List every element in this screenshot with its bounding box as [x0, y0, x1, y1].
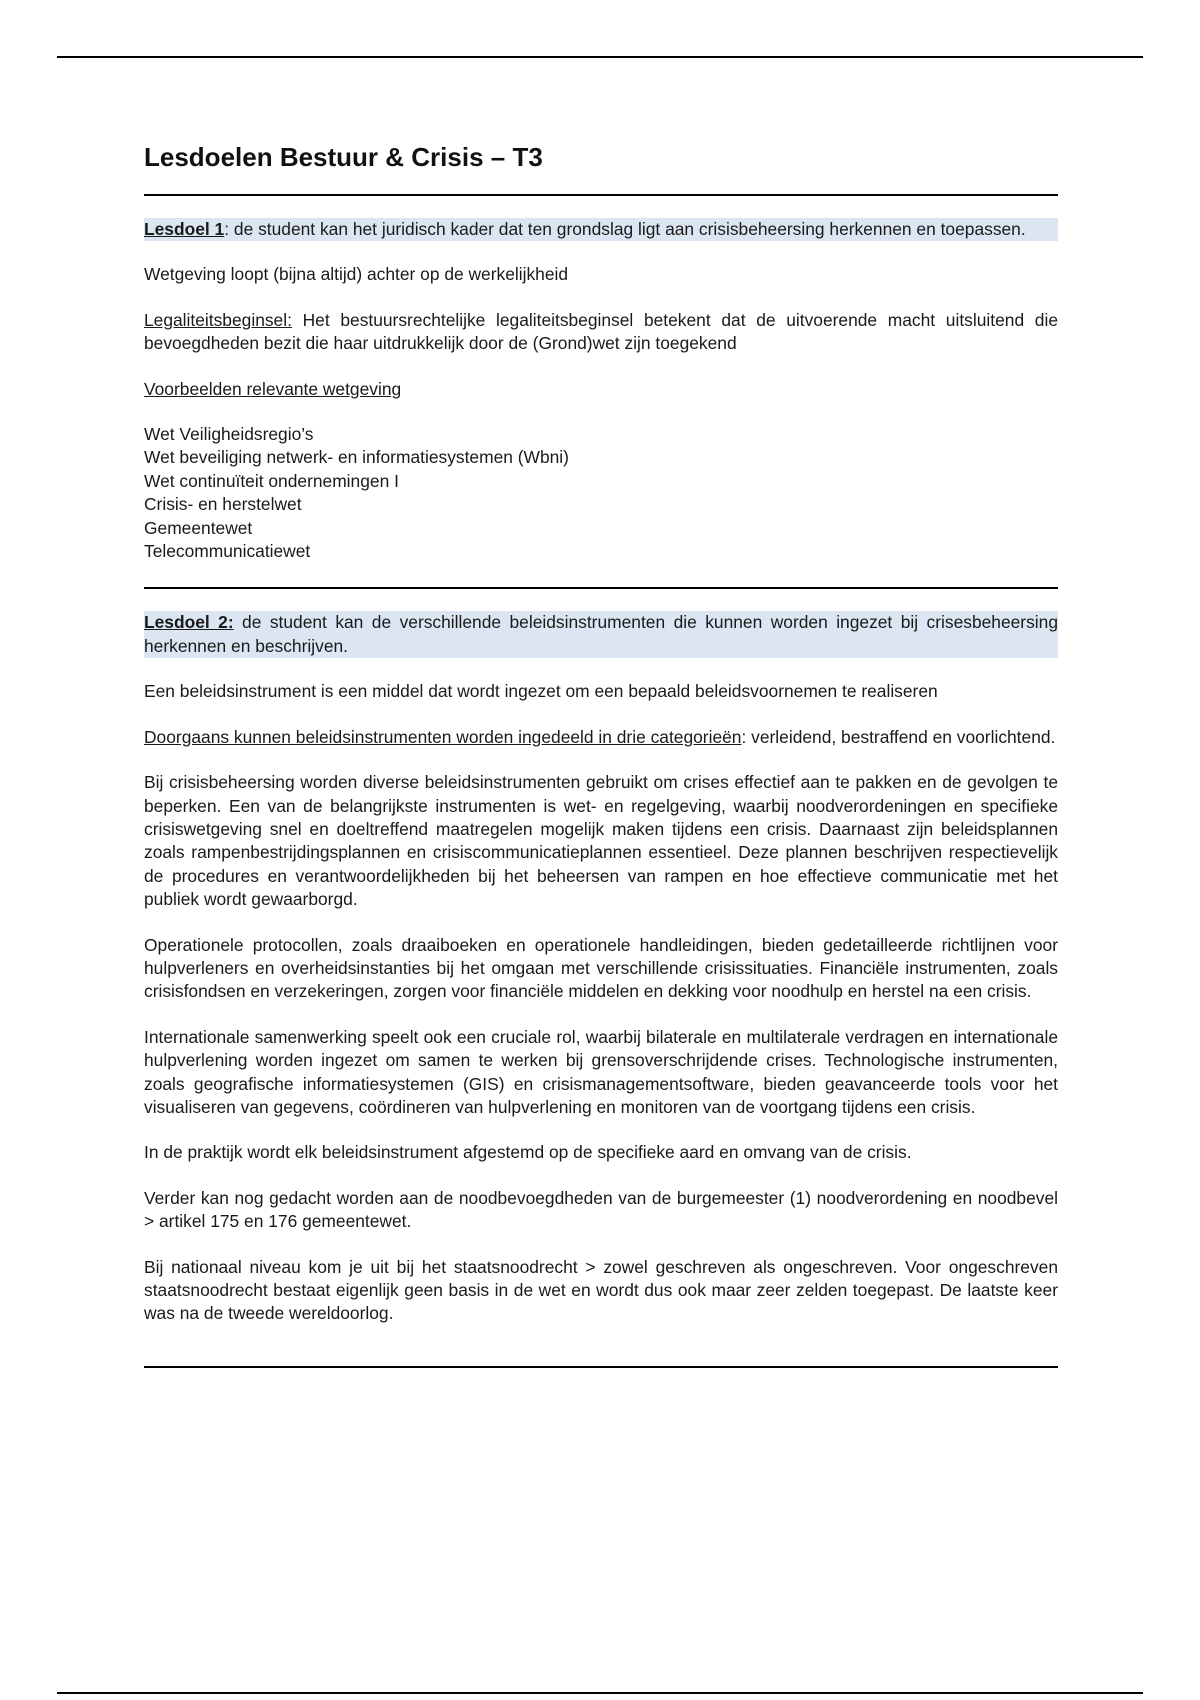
paragraph: In de praktijk wordt elk beleidsinstrument afgestemd op de specifieke aard en omvang van de crisis. — [144, 1142, 912, 1163]
learning-goal-1-text: : de student kan het juridisch kader dat ten grondslag ligt aan crisisbeheersing herkennen en toepassen. — [224, 219, 1026, 239]
learning-goal-1-label: Lesdoel 1 — [144, 219, 225, 239]
law-list-item: Wet beveiliging netwerk- en informatiesystemen (Wbni) — [144, 447, 569, 468]
page-top-rule — [57, 56, 1143, 58]
paragraph: Operationele protocollen, zoals draaiboeken en operationele handleidingen, bieden gedetailleerde richtlijnen voor hulpverleners en overheidsinstanties bij het omgaan met verschillende crisissituaties. Financiële instrumenten, zoals crisisfondsen en verzekeringen, zorgen voor financiële middelen en dekking voor noodhulp en herstel na een crisis. — [144, 934, 1058, 1002]
legality-principle-label: Legaliteitsbeginsel: — [144, 309, 292, 330]
section-divider — [144, 1366, 1058, 1368]
learning-goal-2-label: Lesdoel 2: — [144, 612, 234, 633]
categories-text: : verleidend, bestraffend en voorlichtend. — [741, 726, 1056, 747]
law-list-item: Telecommunicatiewet — [144, 541, 311, 562]
paragraph: Een beleidsinstrument is een middel dat wordt ingezet om een bepaald beleidsvoornemen te realiseren — [144, 681, 938, 702]
legality-principle-text: Het bestuursrechtelijke legaliteitsbeginsel betekent dat de uitvoerende macht uitsluitend die bevoegdheden bezit die haar uitdrukkelijk door de (Grond)wet zijn toegekend — [144, 309, 1058, 354]
law-list-item: Wet continuïteit ondernemingen I — [144, 470, 399, 491]
categories-paragraph — [144, 726, 1058, 749]
categories-label: Doorgaans kunnen beleidsinstrumenten worden ingedeeld in drie categorieën — [144, 726, 742, 747]
paragraph: Bij nationaal niveau kom je uit bij het staatsnoodrecht > zowel geschreven als ongeschreven. Voor ongeschreven staatsnoodrecht bestaat eigenlijk geen basis in de wet en wordt dus ook maar zeer zelden toegepast. De laatste keer was na de tweede wereldoorlog. — [144, 1256, 1058, 1324]
paragraph: Verder kan nog gedacht worden aan de noodbevoegdheden van de burgemeester (1) noodverordening en noodbevel > artikel 175 en 176 gemeentewet. — [144, 1187, 1058, 1232]
document-body — [144, 140, 1058, 1368]
section-divider — [144, 587, 1058, 589]
law-list — [144, 423, 1058, 563]
paragraph: Wetgeving loopt (bijna altijd) achter op de werkelijkheid — [144, 264, 569, 285]
section-divider — [144, 194, 1058, 196]
learning-goal-2 — [144, 611, 1058, 658]
page-bottom-rule — [57, 1692, 1143, 1694]
law-list-item: Wet Veiligheidsregio’s — [144, 424, 314, 445]
learning-goal-1 — [144, 218, 1058, 241]
learning-goal-2-text: de student kan de verschillende beleidsinstrumenten die kunnen worden ingezet bij crisesbeheersing herkennen en beschrijven. — [144, 612, 1059, 656]
paragraph: Bij crisisbeheersing worden diverse beleidsinstrumenten gebruikt om crises effectief aan te pakken en de gevolgen te beperken. Een van de belangrijkste instrumenten is wet- en regelgeving, waarbij noodverordeningen en specifieke crisiswetgeving snel en doeltreffend maatregelen mogelijk maken tijdens een crisis. Daarnaast zijn beleidsplannen zoals rampenbestrijdingsplannen en crisiscommunicatieplannen essentieel. Deze plannen beschrijven respectievelijk de procedures en verantwoordelijkheden bij het beheersen van rampen en hoe effectieve communicatie met het publiek wordt gewaarborgd. — [144, 772, 1058, 910]
legality-principle-paragraph — [144, 309, 1058, 356]
document-title: Lesdoelen Bestuur & Crisis – T3 — [144, 142, 543, 172]
paragraph: Internationale samenwerking speelt ook een cruciale rol, waarbij bilaterale en multilaterale verdragen en internationale hulpverlening worden ingezet om samen te werken bij grensoverschrijdende crises. Technologische instrumenten, zoals geografische informatiesystemen (GIS) en crisismanagementsoftware, bieden geavanceerde tools voor het visualiseren van gegevens, coördineren van hulpverlening en monitoren van de voortgang tijdens een crisis. — [144, 1026, 1058, 1117]
law-list-item: Crisis- en herstelwet — [144, 494, 302, 515]
examples-heading-text: Voorbeelden relevante wetgeving — [144, 378, 402, 399]
examples-heading — [144, 378, 1058, 401]
law-list-item: Gemeentewet — [144, 517, 253, 538]
